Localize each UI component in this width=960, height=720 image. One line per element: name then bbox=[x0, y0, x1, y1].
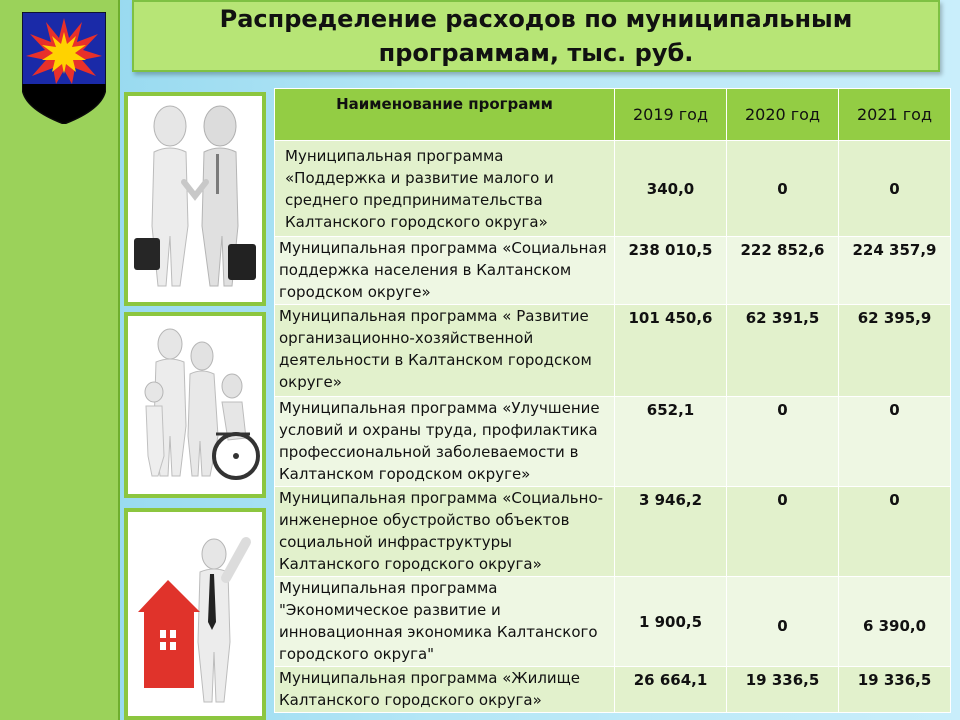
handshake-illustration bbox=[128, 96, 262, 302]
program-name: Муниципальная программа «Поддержка и развитие малого и среднего предпринимательства Калтанского городского округа» bbox=[275, 141, 615, 237]
column-header-2020: 2020 год bbox=[727, 89, 839, 141]
table-header-row bbox=[275, 89, 951, 141]
value-2020: 0 bbox=[727, 487, 839, 577]
family-illustration bbox=[128, 316, 262, 494]
table-row bbox=[275, 577, 951, 667]
program-name: Муниципальная программа «Жилище Калтанского городского округа» bbox=[275, 667, 615, 713]
program-name: Муниципальная программа «Социально-инженерное обустройство объектов социальной инфраструктуры Калтанского городского округа» bbox=[275, 487, 615, 577]
house-image bbox=[124, 508, 266, 720]
value-2019: 101 450,6 bbox=[615, 305, 727, 397]
value-2019: 26 664,1 bbox=[615, 667, 727, 713]
value-2021: 6 390,0 bbox=[839, 577, 951, 667]
table-row bbox=[275, 305, 951, 397]
table-row bbox=[275, 487, 951, 577]
column-header-2021: 2021 год bbox=[839, 89, 951, 141]
value-2019: 652,1 bbox=[615, 397, 727, 487]
value-2020: 62 391,5 bbox=[727, 305, 839, 397]
column-header-2019: 2019 год bbox=[615, 89, 727, 141]
program-name: Муниципальная программа « Развитие организационно-хозяйственной деятельности в Калтанском городском округе» bbox=[275, 305, 615, 397]
value-2020: 0 bbox=[727, 141, 839, 237]
table-row bbox=[275, 141, 951, 237]
table-row bbox=[275, 397, 951, 487]
value-2021: 0 bbox=[839, 141, 951, 237]
city-emblem-icon bbox=[22, 12, 106, 124]
table-row bbox=[275, 667, 951, 713]
house-illustration bbox=[128, 512, 262, 716]
program-name: Муниципальная программа «Улучшение условий и охраны труда, профилактика профессиональной заболеваемости в Калтанском городском округе» bbox=[275, 397, 615, 487]
value-2020: 19 336,5 bbox=[727, 667, 839, 713]
table-row bbox=[275, 237, 951, 305]
value-2021: 0 bbox=[839, 487, 951, 577]
program-name: Муниципальная программа "Экономическое развитие и инновационная экономика Калтанского городского округа" bbox=[275, 577, 615, 667]
value-2020: 222 852,6 bbox=[727, 237, 839, 305]
page-title: Распределение расходов по муниципальным программам, тыс. руб. bbox=[219, 5, 853, 67]
value-2020: 0 bbox=[727, 397, 839, 487]
expenses-table bbox=[274, 88, 951, 713]
family-image bbox=[124, 312, 266, 498]
column-header-name: Наименование программ bbox=[275, 89, 615, 141]
program-name: Муниципальная программа «Социальная поддержка населения в Калтанском городском округе» bbox=[275, 237, 615, 305]
value-2019: 238 010,5 bbox=[615, 237, 727, 305]
value-2019: 1 900,5 bbox=[615, 577, 727, 667]
value-2019: 340,0 bbox=[615, 141, 727, 237]
value-2020: 0 bbox=[727, 577, 839, 667]
value-2021: 62 395,9 bbox=[839, 305, 951, 397]
value-2021: 224 357,9 bbox=[839, 237, 951, 305]
value-2021: 19 336,5 bbox=[839, 667, 951, 713]
title-box bbox=[132, 0, 940, 72]
value-2021: 0 bbox=[839, 397, 951, 487]
handshake-image bbox=[124, 92, 266, 306]
value-2019: 3 946,2 bbox=[615, 487, 727, 577]
